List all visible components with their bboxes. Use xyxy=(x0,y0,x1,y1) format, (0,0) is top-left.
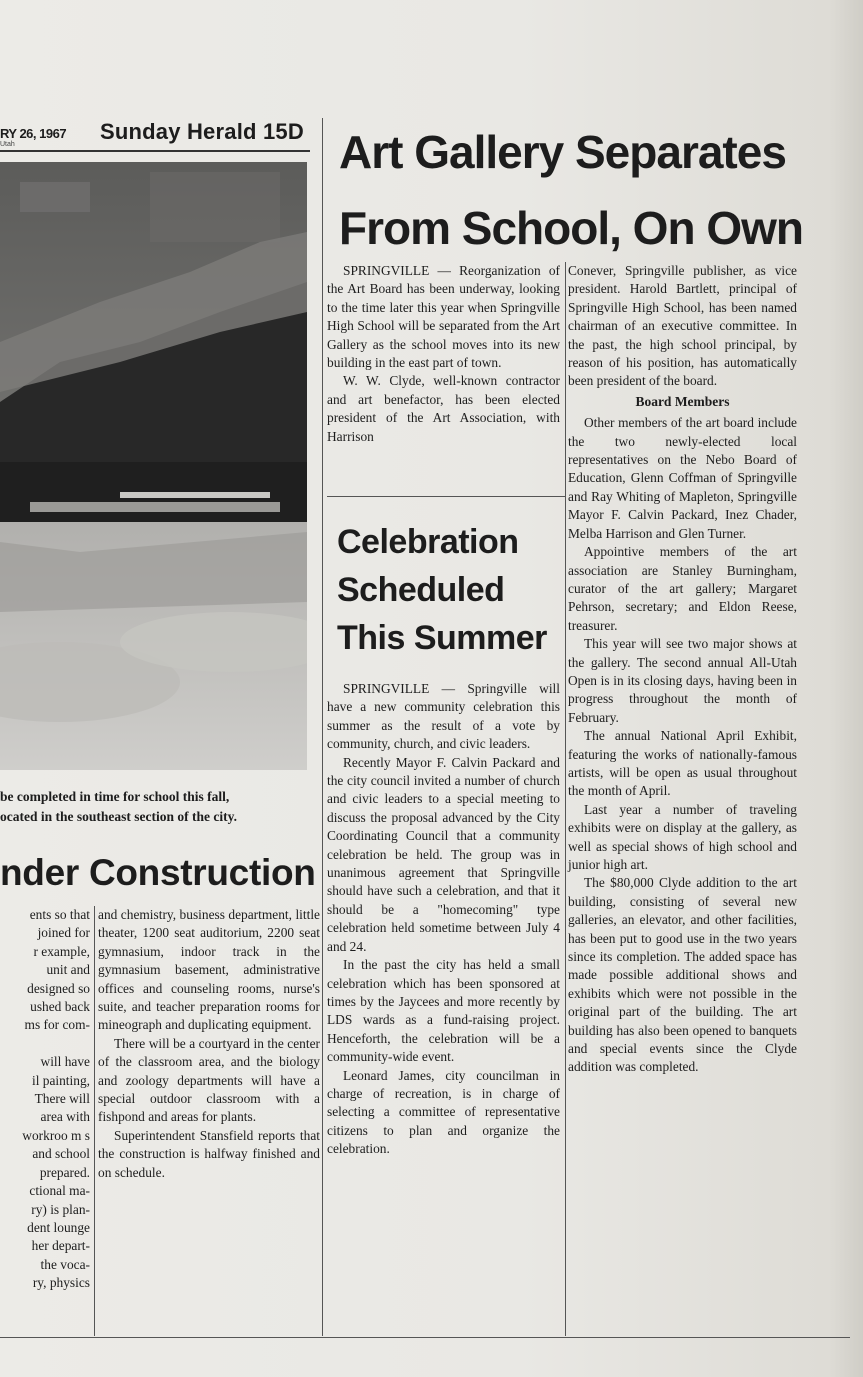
construction-col1-line: and school xyxy=(32,1146,90,1162)
construction-paragraph-2: There will be a courtyard in the center of the classroom area, and the biology and zoology departments will have a special outdoor classroom with a fishpond and areas for plants. xyxy=(98,1035,320,1125)
construction-col1-line: area with xyxy=(40,1109,90,1125)
construction-paragraph-1: and chemistry, business department, little theater, 1200 seat auditorium, 2200 seat gymnasium, indoor track in the gymnasium basement, administrative offices and counseling rooms, nurse's suite, and teacher preparation rooms for mineograph and duplicating equipment. xyxy=(98,907,320,1033)
folio-state: Utah xyxy=(0,141,15,148)
folio-paper-page xyxy=(100,119,304,145)
art-paragraph-5: Appointive members of the art association are Stanley Burningham, curator of the art gallery; Margaret Pehrson, secretary; and Eldon Reese, treasurer. xyxy=(568,544,797,633)
art-paragraph-8: Last year a number of traveling exhibits were on display at the gallery, as well as special shows of high school and junior high art. xyxy=(568,801,797,872)
construction-col1-line: ctional ma- xyxy=(29,1183,90,1199)
construction-column-2 xyxy=(98,906,320,1182)
construction-col1-line: the voca- xyxy=(40,1256,90,1272)
construction-col1-line: ms for com- xyxy=(24,1017,90,1033)
construction-col1-line: designed so xyxy=(27,980,90,996)
art-headline-line-2: From School, On Own xyxy=(339,202,803,254)
art-gallery-headline xyxy=(339,114,819,266)
art-paragraph-1: SPRINGVILLE — Reorganization of the Art Board has been underway, looking to the time later this year when Springville High School will be separated from the Art Gallery as the school moves into its new building in the east part of town. xyxy=(327,263,560,371)
construction-col1-line: ry, physics xyxy=(32,1275,90,1291)
caption-line-1: be completed in time for school this fall, xyxy=(0,789,230,804)
column-rule-main xyxy=(322,118,323,1336)
art-column-b xyxy=(568,262,797,1077)
art-paragraph-3: Conever, Springville publisher, as vice president. Harold Bartlett, principal of Springville High School, has been named chairman of an executive committee. In the past, the high school principal, by reason of his position, has automatically been president of the board. xyxy=(568,263,797,389)
art-paragraph-2: W. W. Clyde, well-known contractor and art benefactor, has been elected president of the Art Association, with Harrison xyxy=(327,373,560,444)
folio-paper-name: Sunday Herald xyxy=(100,119,257,144)
celebration-column xyxy=(327,680,560,1159)
art-paragraph-6: This year will see two major shows at the gallery. The second annual All-Utah Open is in its closing days, having been in progress throughout the month of February. xyxy=(568,636,797,725)
construction-col1-line: r example, xyxy=(33,943,90,959)
construction-headline: nder Construction xyxy=(0,852,316,893)
caption-line-2: ocated in the southeast section of the city. xyxy=(0,809,237,824)
construction-col1-line: ents so that xyxy=(29,907,90,922)
construction-col1-line: ushed back xyxy=(30,999,90,1015)
art-column-a xyxy=(327,262,560,446)
construction-photo xyxy=(0,162,307,770)
celebration-paragraph-3: In the past the city has held a small celebration which has been sponsored at times by the Jaycees and more recently by LDS wards as a fund-raising project. Henceforth, the celebration will be a community-wide event. xyxy=(327,957,560,1065)
column-rule-right xyxy=(565,262,566,1336)
construction-col1-line: workroo m s xyxy=(22,1127,90,1143)
celebration-headline-line-2: Scheduled xyxy=(337,571,505,609)
celebration-paragraph-4: Leonard James, city councilman in charge of recreation, is in charge of selecting a committee of representative citizens to plan and organize the celebration. xyxy=(327,1067,560,1157)
construction-col1-line: prepared. xyxy=(39,1164,90,1180)
page-bottom-rule xyxy=(0,1337,850,1338)
construction-paragraph-3: Superintendent Stansfield reports that the construction is halfway finished and on schedule. xyxy=(98,1127,320,1180)
construction-col1-line: ry) is plan- xyxy=(31,1201,90,1217)
celebration-headline-line-1: Celebration xyxy=(337,523,519,561)
construction-col1-line: unit and xyxy=(46,962,90,978)
celebration-paragraph-1: SPRINGVILLE — Springville will have a new community celebration this summer as the result of a vote by community, church, and civic leaders. xyxy=(327,681,560,752)
construction-col1-line: There will xyxy=(34,1091,90,1107)
construction-column-1 xyxy=(0,906,90,1293)
folio-rule xyxy=(0,150,310,152)
art-paragraph-4: Other members of the art board include the two newly-elected local representatives on the Nebo Board of Education, Glenn Coffman of Springville and Ray Whiting of Mapleton, Springville Mayor F. Calvin Packard, Inez Chader, Melba Harrison and Glen Turner. xyxy=(568,415,797,541)
folio-page-number: 15D xyxy=(262,119,304,144)
celebration-headline xyxy=(337,518,557,662)
construction-photo-icon xyxy=(0,162,307,770)
folio-date: RY 26, 1967 xyxy=(0,126,67,141)
column-rule-left-a xyxy=(94,906,95,1336)
art-paragraph-7: The annual National April Exhibit, featuring the works of nationally-famous artists, will be open as usual throughout the month of April. xyxy=(568,728,797,799)
art-headline-line-1: Art Gallery Separates xyxy=(339,126,786,178)
construction-col1-line: will have xyxy=(40,1054,90,1070)
story-divider xyxy=(327,496,565,497)
construction-col1-line: joined for xyxy=(37,925,90,941)
construction-col1-line xyxy=(0,1035,90,1053)
construction-col1-line: il painting, xyxy=(31,1072,90,1088)
art-paragraph-9: The $80,000 Clyde addition to the art building, consisting of several new galleries, an elevator, and other facilities, has been put to good use in the two years since its completion. The added space has made possible additional shows and exhibits which were not possible in the original part of the building. The art building has also been opened to banquets and special events since the Clyde addition was completed. xyxy=(568,875,797,1075)
celebration-paragraph-2: Recently Mayor F. Calvin Packard and the city council invited a number of church and civic leaders to a special meeting to discuss the proposal advanced by the City Coordinating Council that a community celebration be held. The group was in unanimous agreement that Springville should have such a celebration, and that it should be a "homecoming" type celebration held sometime between July 4 and 24. xyxy=(327,754,560,954)
photo-caption xyxy=(0,787,310,827)
celebration-headline-line-3: This Summer xyxy=(337,619,547,657)
construction-col1-line: dent lounge xyxy=(27,1219,90,1235)
construction-col1-line: her depart- xyxy=(31,1238,90,1254)
board-members-subhead: Board Members xyxy=(635,393,730,409)
